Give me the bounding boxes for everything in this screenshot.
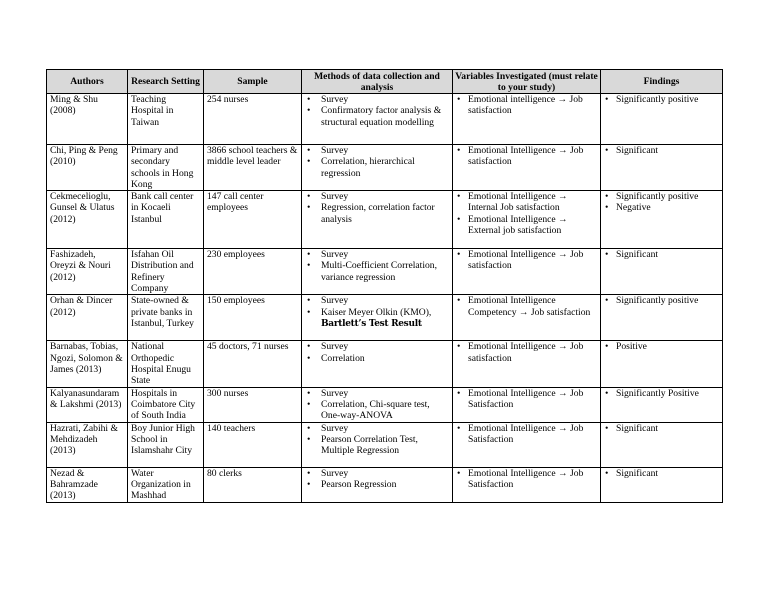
findings-cell [601,422,723,467]
table-row [47,341,723,387]
authors-cell: Nezad & Bahramzade (2013) [47,467,128,502]
methods-item: • Survey [305,249,449,260]
findings-cell [601,387,723,422]
setting-cell: State-owned & private banks in Istanbul, Turkey [128,295,204,341]
header-row [47,70,723,94]
literature-table [46,69,723,503]
setting-cell: Isfahan Oil Distribution and Refinery Company [128,249,204,295]
variables-cell [453,295,601,341]
sample-cell: 150 employees [204,295,302,341]
variables-item: • Emotional Intelligence → Job Satisfaction [456,388,597,411]
authors-cell: Kalyanasundaram & Lakshmi (2013) [47,387,128,422]
findings-cell [601,145,723,191]
methods-cell [302,94,453,145]
findings-cell [601,94,723,145]
findings-item: • Significantly positive [604,191,719,202]
findings-item: • Significant [604,468,719,479]
methods-cell [302,191,453,249]
sample-cell: 45 doctors, 71 nurses [204,341,302,387]
authors-cell: Orhan & Dincer (2012) [47,295,128,341]
methods-cell [302,249,453,295]
findings-item: • Negative [604,202,719,213]
findings-item: • Significant [604,145,719,156]
header-findings: Findings [601,70,723,94]
variables-item: • Emotional intelligence → Job satisfaction [456,94,597,117]
table-row [47,467,723,502]
findings-cell [601,467,723,502]
setting-cell: Bank call center in Kocaeli Istanbul [128,191,204,249]
findings-item: • Positive [604,341,719,352]
setting-cell: Primary and secondary schools in Hong Kong [128,145,204,191]
variables-item: • Emotional Intelligence → Job satisfaction [456,249,597,272]
bartlett-test-text: Bartlett’s Test Result [321,318,422,329]
header-methods: Methods of data collection and analysis [302,70,453,94]
methods-item: • Survey [305,145,449,156]
variables-item: • Emotional Intelligence → External job satisfaction [456,214,597,237]
table-row [47,94,723,145]
variables-cell [453,422,601,467]
methods-cell [302,422,453,467]
table-row [47,422,723,467]
authors-cell: Fashizadeh, Oreyzi & Nouri (2012) [47,249,128,295]
variables-item: • Emotional Intelligence → Job satisfaction [456,145,597,168]
table-row [47,249,723,295]
authors-cell: Cekmecelioglu, Gunsel & Ulatus (2012) [47,191,128,249]
variables-item: • Emotional Intelligence → Job Satisfaction [456,468,597,491]
setting-cell: Teaching Hospital in Taiwan [128,94,204,145]
table-row [47,145,723,191]
methods-cell [302,295,453,341]
variables-item: • Emotional Intelligence → Job Satisfaction [456,423,597,446]
methods-item: • Survey [305,295,449,306]
header-authors: Authors [47,70,128,94]
methods-item: • Regression, correlation factor analysis [305,202,449,225]
sample-cell: 147 call center employees [204,191,302,249]
methods-item: • Survey [305,388,449,399]
setting-cell: Water Organization in Mashhad [128,467,204,502]
table-row [47,387,723,422]
variables-cell [453,145,601,191]
variables-item: • Emotional Intelligence Competency → Job satisfaction [456,295,597,318]
methods-item-text: Kaiser Meyer Olkin (KMO), [321,306,432,318]
header-variables: Variables Investigated (must relate to your study) [453,70,601,94]
header-research-setting: Research Setting [128,70,204,94]
methods-cell [302,467,453,502]
header-sample: Sample [204,70,302,94]
sample-cell: 230 employees [204,249,302,295]
findings-item: • Significantly Positive [604,388,719,399]
methods-item: • Survey [305,341,449,352]
methods-item: • Correlation [305,353,449,364]
authors-cell: Barnabas, Tobias, Ngozi, Solomon & James (2013) [47,341,128,387]
methods-cell [302,145,453,191]
findings-cell [601,191,723,249]
sample-cell: 3866 school teachers & middle level leader [204,145,302,191]
methods-cell [302,387,453,422]
findings-item: • Significant [604,423,719,434]
findings-cell [601,295,723,341]
variables-cell [453,94,601,145]
sample-cell: 80 clerks [204,467,302,502]
methods-cell [302,341,453,387]
findings-cell [601,249,723,295]
methods-item: • Pearson Correlation Test, Multiple Regression [305,434,449,457]
authors-cell: Ming & Shu (2008) [47,94,128,145]
table-row [47,191,723,249]
findings-item: • Significantly positive [604,295,719,306]
methods-item: • Confirmatory factor analysis & structural equation modelling [305,105,449,128]
findings-cell [601,341,723,387]
variables-cell [453,249,601,295]
methods-item: • Survey [305,468,449,479]
variables-cell [453,467,601,502]
sample-cell: 300 nurses [204,387,302,422]
methods-item: • Correlation, Chi-square test, One-way-ANOVA [305,399,449,422]
methods-item: • Survey [305,191,449,202]
sample-cell: 140 teachers [204,422,302,467]
methods-item: • Pearson Regression [305,479,449,490]
methods-item [305,307,449,331]
setting-cell: Hospitals in Coimbatore City of South India [128,387,204,422]
methods-item: • Multi-Coefficient Correlation, variance regression [305,260,449,283]
methods-item: • Correlation, hierarchical regression [305,156,449,179]
variables-cell [453,387,601,422]
variables-item: • Emotional Intelligence → Job satisfaction [456,341,597,364]
table-row [47,295,723,341]
setting-cell: National Orthopedic Hospital Enugu State [128,341,204,387]
variables-cell [453,191,601,249]
variables-item: • Emotional Intelligence → Internal Job satisfaction [456,191,597,214]
sample-cell: 254 nurses [204,94,302,145]
authors-cell: Chi, Ping & Peng (2010) [47,145,128,191]
authors-cell: Hazrati, Zabihi & Mehdizadeh (2013) [47,422,128,467]
variables-cell [453,341,601,387]
setting-cell: Boy Junior High School in Islamshahr City [128,422,204,467]
methods-item: • Survey [305,423,449,434]
findings-item: • Significantly positive [604,94,719,105]
methods-item: • Survey [305,94,449,105]
findings-item: • Significant [604,249,719,260]
